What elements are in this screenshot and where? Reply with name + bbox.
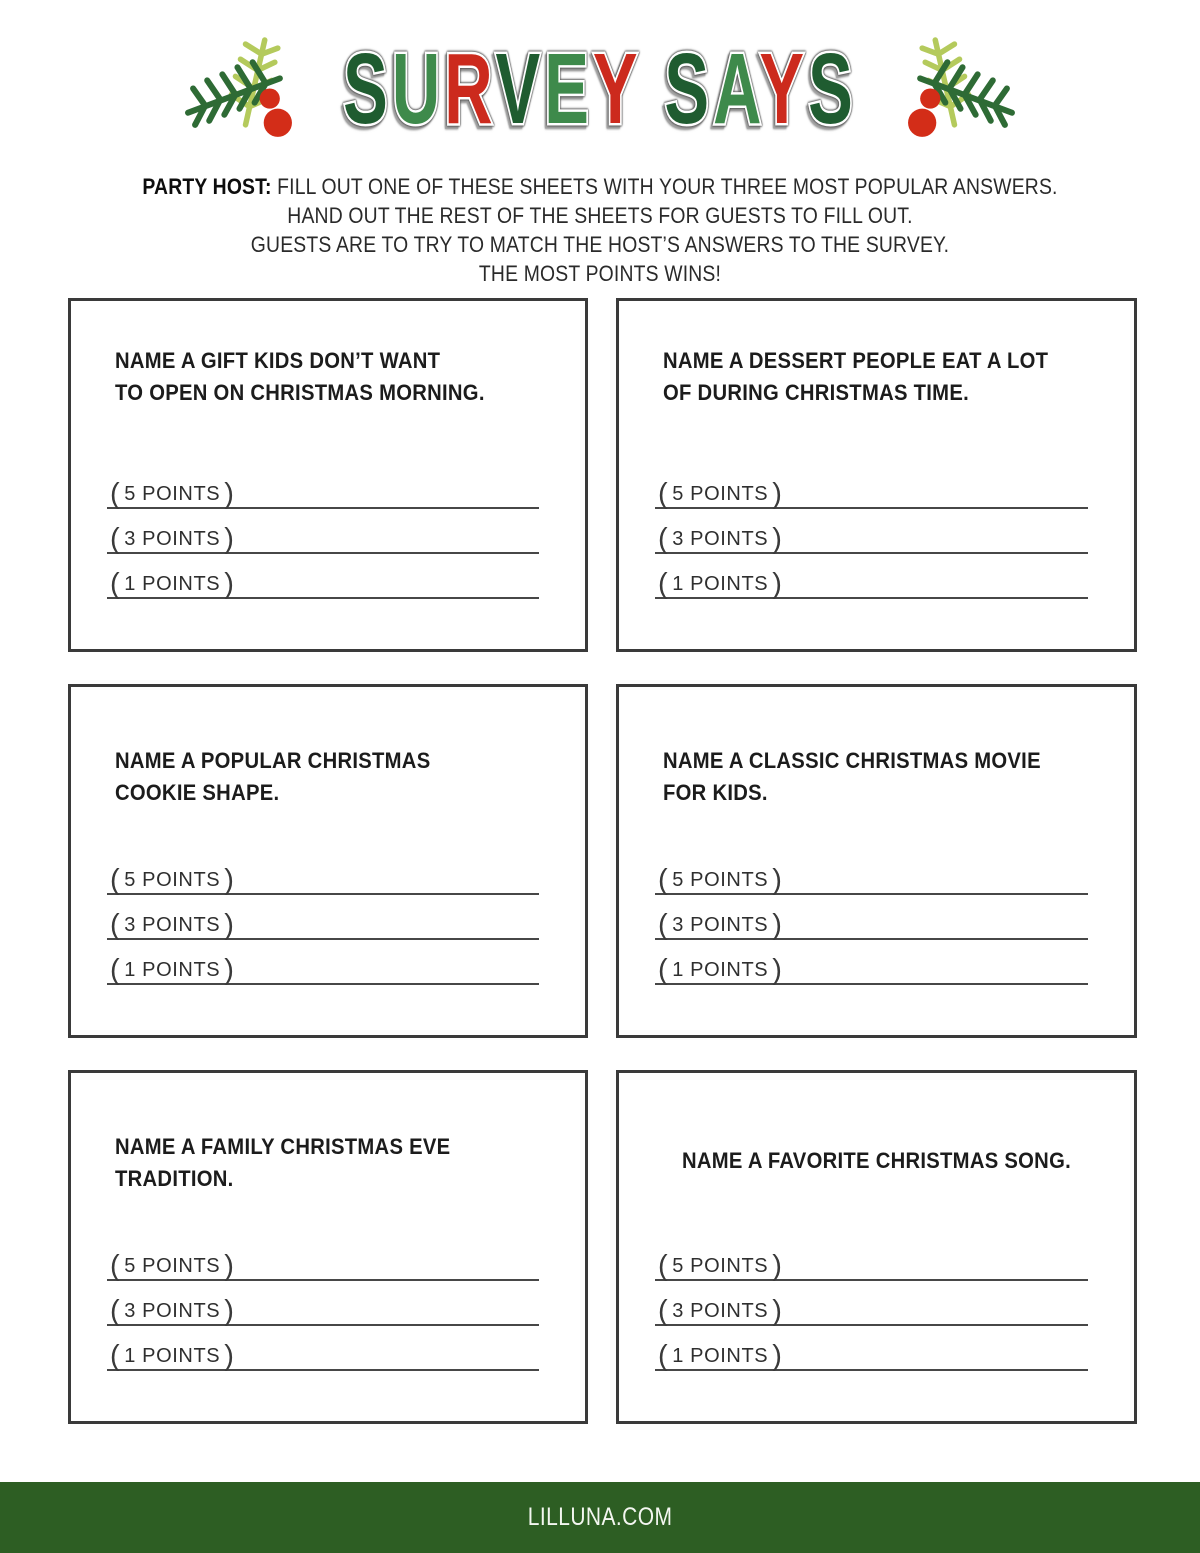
answer-blank-line <box>655 1339 1088 1372</box>
open-paren: ( <box>110 908 121 941</box>
open-paren: ( <box>110 863 121 896</box>
answer-blank-line <box>655 863 1088 896</box>
title-letter: E <box>544 33 593 145</box>
point-label <box>110 522 235 555</box>
open-paren: ( <box>658 1249 669 1282</box>
title-letter: U <box>391 33 445 145</box>
point-label <box>658 1249 783 1282</box>
point-value: 3 POINTS <box>672 1300 769 1322</box>
title-wrap <box>308 33 892 145</box>
question-card-2 <box>616 298 1137 652</box>
open-paren: ( <box>658 1339 669 1372</box>
point-label <box>658 567 783 600</box>
point-value: 5 POINTS <box>672 869 769 891</box>
holly-branch-right-icon <box>902 36 1018 142</box>
instructions <box>107 172 1093 288</box>
point-value: 5 POINTS <box>672 483 769 505</box>
open-paren: ( <box>658 567 669 600</box>
answer-blank-line <box>655 1249 1088 1282</box>
open-paren: ( <box>110 1294 121 1327</box>
point-value: 1 POINTS <box>124 573 221 595</box>
question-card-5 <box>68 1070 588 1424</box>
holly-branch-left-icon <box>182 36 298 142</box>
close-paren: ) <box>224 1339 235 1372</box>
answer-lines <box>107 1249 539 1372</box>
answer-blank-line <box>107 1249 539 1282</box>
answer-blank-line <box>107 567 539 600</box>
close-paren: ) <box>224 1249 235 1282</box>
question-card-6 <box>616 1070 1137 1424</box>
point-label <box>110 1339 235 1372</box>
point-value: 1 POINTS <box>124 959 221 981</box>
point-value: 3 POINTS <box>124 1300 221 1322</box>
party-host-label: PARTY HOST: <box>142 174 272 199</box>
instruction-line-1-text: FILL OUT ONE OF THESE SHEETS WITH YOUR THREE MOST POPULAR ANSWERS. <box>277 174 1058 199</box>
open-paren: ( <box>110 1249 121 1282</box>
answer-blank-line <box>655 908 1088 941</box>
question-text <box>663 345 1063 409</box>
close-paren: ) <box>772 863 783 896</box>
question-line: TO OPEN ON CHRISTMAS MORNING. <box>115 380 485 405</box>
answer-blank-line <box>655 567 1088 600</box>
question-card-4 <box>616 684 1137 1038</box>
question-cards-grid <box>68 298 1137 1424</box>
close-paren: ) <box>772 1249 783 1282</box>
close-paren: ) <box>224 1294 235 1327</box>
question-text <box>115 345 514 409</box>
title-letter: Y <box>759 33 809 145</box>
answer-blank-line <box>655 522 1088 555</box>
title-letter: R <box>444 33 496 145</box>
answer-blank-line <box>655 1294 1088 1327</box>
answer-lines <box>107 863 539 986</box>
question-card-3 <box>68 684 588 1038</box>
point-value: 1 POINTS <box>124 1345 221 1367</box>
title-letter: S <box>343 33 392 145</box>
close-paren: ) <box>772 522 783 555</box>
close-paren: ) <box>772 1294 783 1327</box>
open-paren: ( <box>658 953 669 986</box>
question-line: NAME A FAVORITE CHRISTMAS SONG. <box>681 1148 1072 1173</box>
open-paren: ( <box>658 522 669 555</box>
close-paren: ) <box>772 908 783 941</box>
point-label <box>110 953 235 986</box>
open-paren: ( <box>110 522 121 555</box>
close-paren: ) <box>772 477 783 510</box>
answer-blank-line <box>107 477 539 510</box>
question-text <box>115 1131 514 1195</box>
answer-blank-line <box>107 1339 539 1372</box>
open-paren: ( <box>110 567 121 600</box>
close-paren: ) <box>224 863 235 896</box>
question-line: FOR KIDS. <box>663 780 768 805</box>
point-label <box>658 908 783 941</box>
title-letter: V <box>495 33 545 145</box>
answer-lines <box>107 477 539 600</box>
point-value: 1 POINTS <box>672 573 769 595</box>
instruction-line-3: GUESTS ARE TO TRY TO MATCH THE HOST’S ANSWERS TO THE SURVEY. <box>250 232 950 257</box>
site-label: LILLUNA.COM <box>527 1503 673 1531</box>
point-label <box>658 863 783 896</box>
close-paren: ) <box>772 567 783 600</box>
answer-lines <box>655 863 1088 986</box>
question-line: COOKIE SHAPE. <box>115 780 280 805</box>
question-line: NAME A GIFT KIDS DON’T WANT <box>115 348 441 373</box>
point-label <box>658 477 783 510</box>
title-letter: Y <box>592 33 642 145</box>
point-value: 5 POINTS <box>124 483 221 505</box>
point-value: 3 POINTS <box>672 914 769 936</box>
question-line: NAME A POPULAR CHRISTMAS <box>115 748 431 773</box>
point-label <box>110 908 235 941</box>
point-label <box>658 953 783 986</box>
title-letter: S <box>808 33 857 145</box>
title-letter: S <box>664 33 714 145</box>
open-paren: ( <box>658 908 669 941</box>
berries <box>908 88 940 136</box>
point-label <box>658 522 783 555</box>
point-value: 5 POINTS <box>124 869 221 891</box>
question-line: NAME A DESSERT PEOPLE EAT A LOT <box>663 348 1049 373</box>
point-label <box>658 1294 783 1327</box>
question-line: NAME A CLASSIC CHRISTMAS MOVIE <box>663 748 1041 773</box>
open-paren: ( <box>110 477 121 510</box>
title-letter: A <box>713 33 760 145</box>
question-line: TRADITION. <box>115 1166 234 1191</box>
point-label <box>110 1294 235 1327</box>
answer-blank-line <box>107 1294 539 1327</box>
point-label <box>110 477 235 510</box>
instruction-line-4: THE MOST POINTS WINS! <box>478 261 722 286</box>
answer-lines <box>655 477 1088 600</box>
point-label <box>110 863 235 896</box>
point-value: 5 POINTS <box>124 1255 221 1277</box>
instruction-line-1 <box>107 172 1093 201</box>
close-paren: ) <box>224 567 235 600</box>
instruction-line-2: HAND OUT THE REST OF THE SHEETS FOR GUESTS TO FILL OUT. <box>287 203 913 228</box>
question-card-1 <box>68 298 588 652</box>
point-value: 3 POINTS <box>124 914 221 936</box>
point-value: 1 POINTS <box>672 959 769 981</box>
question-text <box>115 745 514 809</box>
open-paren: ( <box>658 1294 669 1327</box>
point-label <box>110 1249 235 1282</box>
answer-blank-line <box>655 477 1088 510</box>
point-value: 1 POINTS <box>672 1345 769 1367</box>
question-line: OF DURING CHRISTMAS TIME. <box>663 380 970 405</box>
point-value: 3 POINTS <box>124 528 221 550</box>
answer-blank-line <box>107 908 539 941</box>
open-paren: ( <box>110 1339 121 1372</box>
close-paren: ) <box>772 953 783 986</box>
answer-blank-line <box>107 522 539 555</box>
point-value: 5 POINTS <box>672 1255 769 1277</box>
berries <box>260 88 292 136</box>
close-paren: ) <box>224 908 235 941</box>
header <box>0 26 1200 152</box>
question-text <box>664 1145 1090 1177</box>
page-title <box>343 33 857 145</box>
question-text <box>663 745 1063 809</box>
question-line: NAME A FAMILY CHRISTMAS EVE <box>115 1134 451 1159</box>
open-paren: ( <box>658 477 669 510</box>
point-label <box>110 567 235 600</box>
footer-bar <box>0 1482 1200 1553</box>
open-paren: ( <box>658 863 669 896</box>
answer-blank-line <box>107 953 539 986</box>
close-paren: ) <box>772 1339 783 1372</box>
point-value: 3 POINTS <box>672 528 769 550</box>
point-label <box>658 1339 783 1372</box>
answer-blank-line <box>655 953 1088 986</box>
close-paren: ) <box>224 522 235 555</box>
answer-lines <box>655 1249 1088 1372</box>
open-paren: ( <box>110 953 121 986</box>
close-paren: ) <box>224 953 235 986</box>
close-paren: ) <box>224 477 235 510</box>
answer-blank-line <box>107 863 539 896</box>
